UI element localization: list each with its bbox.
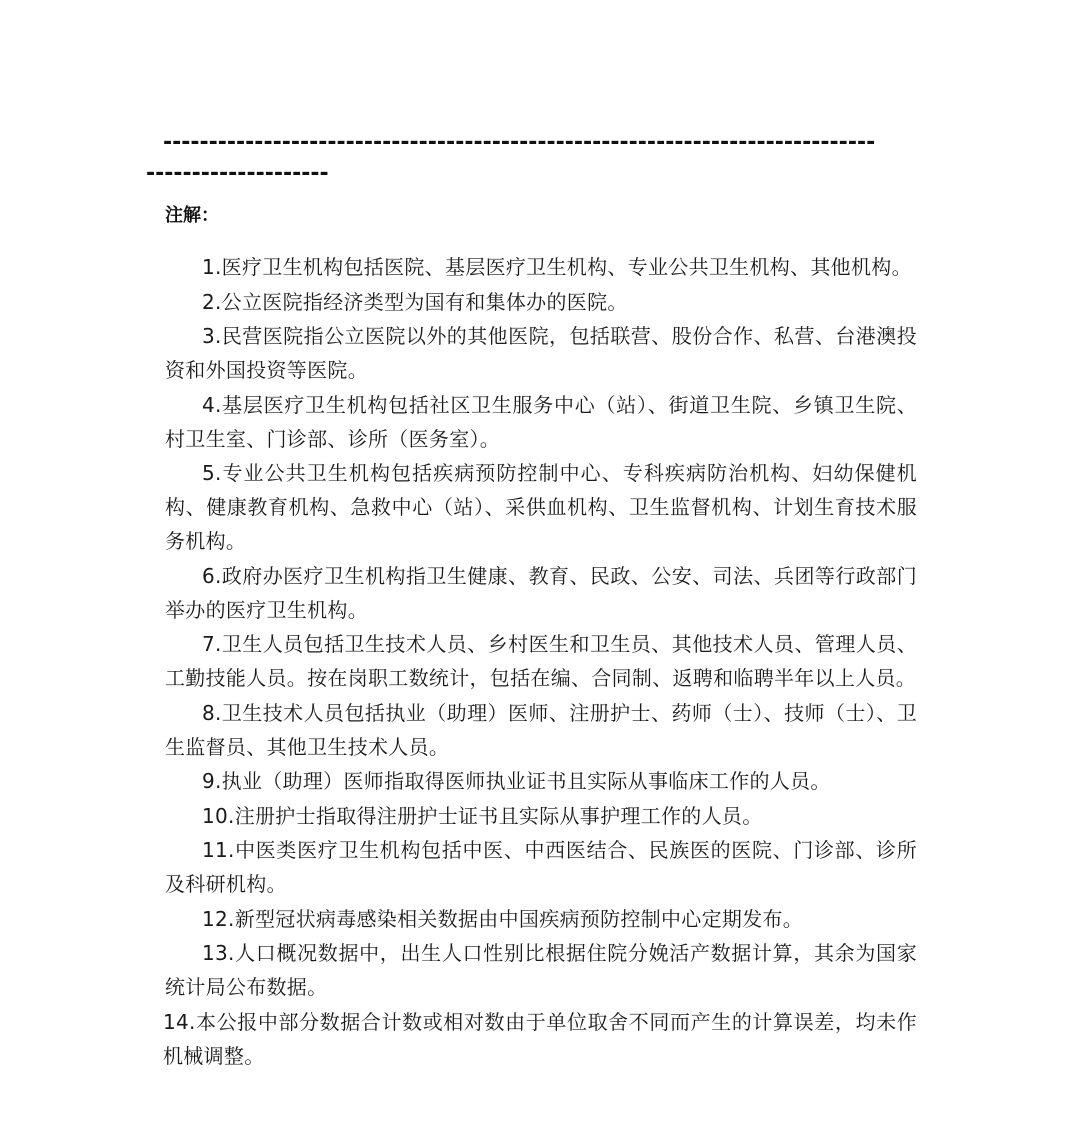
separator-line: ------------------------------------------------------------------------------ [163, 130, 876, 155]
note-item: 10.注册护士指取得注册护士证书且实际从事护理工作的人员。 [202, 803, 763, 828]
note-item: 7.卫生人员包括卫生技术人员、乡村医生和卫生员、其他技术人员、管理人员、工勤技能人员。按在岗职工数统计，包括在编、合同制、返聘和临聘半年以上人员。 [165, 632, 917, 690]
note-item: 4.基层医疗卫生机构包括社区卫生服务中心（站）、街道卫生院、乡镇卫生院、村卫生室、门诊部、诊所（医务室）。 [165, 392, 917, 451]
note-item: 14.本公报中部分数据合计数或相对数由于单位取舍不同而产生的计算误差，均未作机械调整。 [163, 1009, 917, 1068]
note-item: 12.新型冠状病毒感染相关数据由中国疾病预防控制中心定期发布。 [202, 906, 804, 931]
note-item: 11.中医类医疗卫生机构包括中医、中西医结合、民族医的医院、门诊部、诊所及科研机构。 [165, 838, 917, 896]
note-item: 13.人口概况数据中，出生人口性别比根据住院分娩活产数据计算，其余为国家统计局公布数据。 [165, 941, 917, 999]
note-item: 2.公立医院指经济类型为国有和集体办的医院。 [202, 289, 628, 314]
note-item: 5.专业公共卫生机构包括疾病预防控制中心、专科疾病防治机构、妇幼保健机构、健康教育机构、急救中心（站）、采供血机构、卫生监督机构、计划生育技术服务机构。 [165, 461, 917, 553]
separator-line-continuation: -------------------- [146, 161, 329, 186]
note-item: 3.民营医院指公立医院以外的其他医院，包括联营、股份合作、私营、台港澳投资和外国投资等医院。 [165, 324, 917, 382]
note-item: 8.卫生技术人员包括执业（助理）医师、注册护士、药师（士）、技师（士）、卫生监督员、其他卫生技术人员。 [165, 700, 917, 759]
notes-list [165, 250, 917, 1073]
notes-heading: 注解： [165, 205, 219, 226]
note-item: 6.政府办医疗卫生机构指卫生健康、教育、民政、公安、司法、兵团等行政部门举办的医疗卫生机构。 [165, 563, 917, 622]
note-item: 9.执业（助理）医师指取得医师执业证书且实际从事临床工作的人员。 [202, 769, 831, 793]
note-item: 1.医疗卫生机构包括医院、基层医疗卫生机构、专业公共卫生机构、其他机构。 [202, 255, 912, 279]
